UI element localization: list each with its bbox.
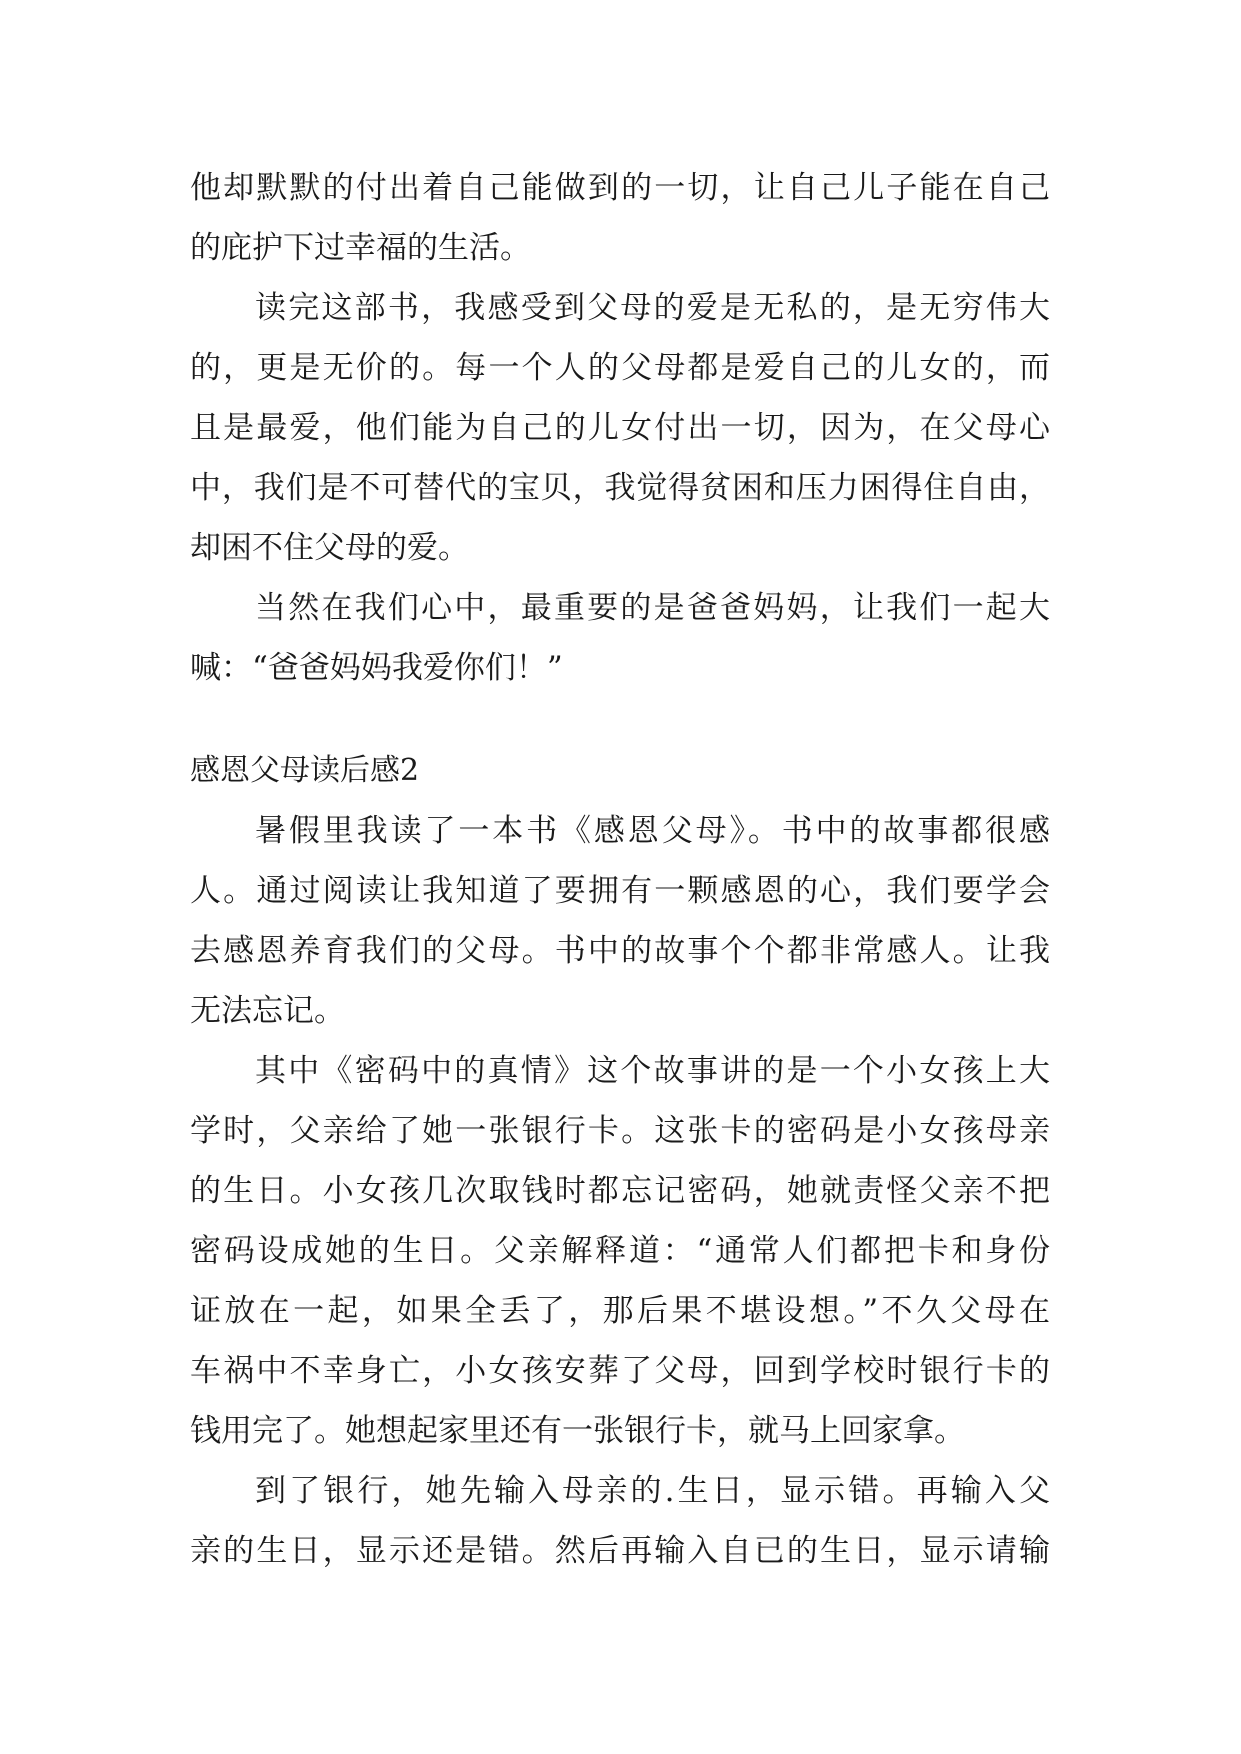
text-line: 其中《密码中的真情》这个故事讲的是一个小女孩上大	[255, 1053, 1050, 1089]
text-line: 当然在我们心中，最重要的是爸爸妈妈，让我们一起大	[255, 590, 1050, 626]
text-line: 证放在一起，如果全丢了，那后果不堪设想。”不久父母在	[190, 1293, 1050, 1329]
text-line: 却困不住父母的爱。	[190, 530, 469, 566]
section-heading: 感恩父母读后感2	[190, 753, 420, 788]
text-line: 亲的生日，显示还是错。然后再输入自已的生日，显示请输	[190, 1533, 1050, 1569]
text-line: 喊：“爸爸妈妈我爱你们！”	[190, 650, 563, 686]
text-line: 无法忘记。	[190, 993, 345, 1029]
text-line: 的，更是无价的。每一个人的父母都是爱自己的儿女的，而	[190, 350, 1050, 386]
text-line: 他却默默的付出着自己能做到的一切，让自己儿子能在自己	[190, 170, 1050, 206]
text-line: 去感恩养育我们的父母。书中的故事个个都非常感人。让我	[190, 933, 1050, 969]
text-line: 读完这部书，我感受到父母的爱是无私的，是无穷伟大	[255, 290, 1050, 326]
text-line: 钱用完了。她想起家里还有一张银行卡，就马上回家拿。	[190, 1413, 965, 1449]
text-line: 密码设成她的生日。父亲解释道：“通常人们都把卡和身份	[190, 1233, 1050, 1269]
text-line: 的庇护下过幸福的生活。	[190, 230, 531, 266]
text-line: 学时，父亲给了她一张银行卡。这张卡的密码是小女孩母亲	[190, 1113, 1050, 1149]
text-line: 且是最爱，他们能为自己的儿女付出一切，因为，在父母心	[190, 410, 1050, 446]
text-line: 的生日。小女孩几次取钱时都忘记密码，她就责怪父亲不把	[190, 1173, 1050, 1209]
text-line: 暑假里我读了一本书《感恩父母》。书中的故事都很感	[255, 813, 1050, 849]
text-line: 车祸中不幸身亡，小女孩安葬了父母，回到学校时银行卡的	[190, 1353, 1050, 1389]
text-line: 中，我们是不可替代的宝贝，我觉得贫困和压力困得住自由，	[190, 470, 1050, 506]
text-line: 人。通过阅读让我知道了要拥有一颗感恩的心，我们要学会	[190, 873, 1050, 909]
text-line: 到了银行，她先输入母亲的.生日，显示错。再输入父	[255, 1473, 1050, 1509]
